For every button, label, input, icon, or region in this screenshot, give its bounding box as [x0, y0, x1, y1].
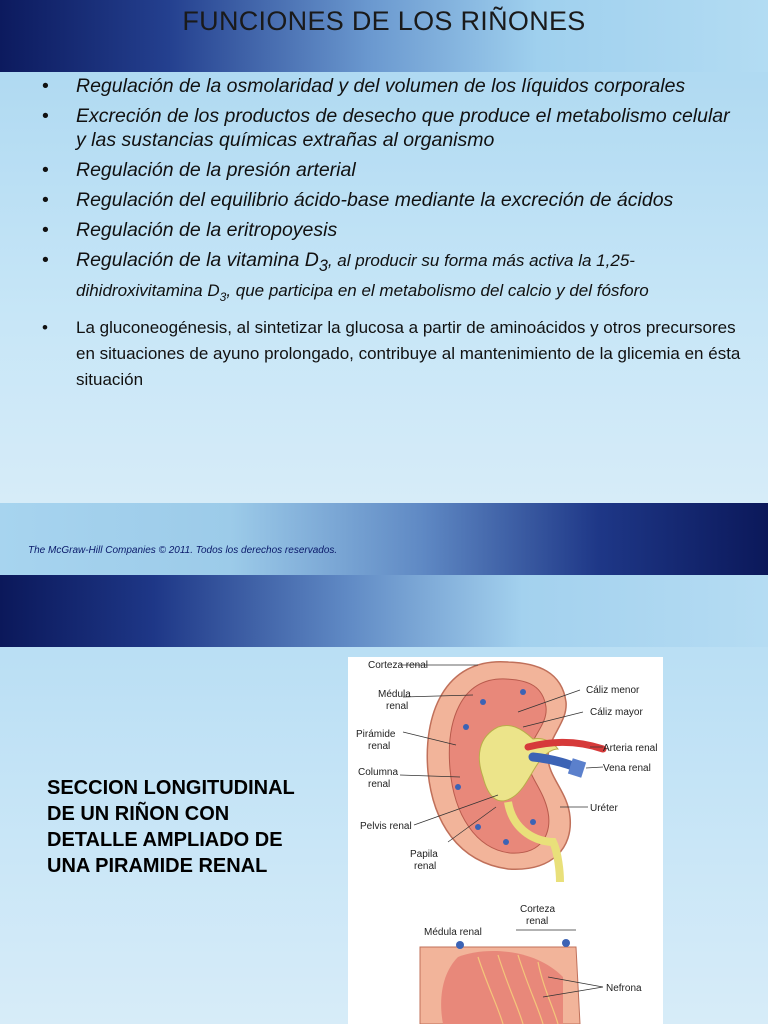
- label-papila-2: renal: [414, 861, 437, 872]
- renal-artery: [528, 742, 603, 749]
- label-columna-1: Columna: [358, 767, 399, 778]
- label-medula-renal: Médula renal: [424, 927, 482, 938]
- label-caliz-mayor: Cáliz mayor: [590, 707, 643, 718]
- slide-title: FUNCIONES DE LOS RIÑONES: [182, 6, 586, 36]
- label-nefrona: Nefrona: [606, 983, 642, 994]
- label-arteria: Arteria renal: [603, 743, 658, 754]
- list-item-vitamin: • Regulación de la vitamina $D_3$, al producir su forma más activa la 1,25-dihidroxivitamina $D_3$, que participa en el metabolismo del calcio y del fósforo: [42, 249, 649, 304]
- copyright-text: The McGraw-Hill Companies © 2011. Todos los derechos reservados.: [28, 545, 338, 556]
- label-corteza: Corteza renal: [368, 660, 429, 671]
- label-piramide-2: renal: [368, 741, 391, 752]
- list-item: • Excreción de los productos de desecho que produce el metabolismo celular y las sustancias químicas extrañas al organismo: [42, 105, 730, 151]
- list-item: • Regulación de la eritropoyesis: [42, 219, 338, 241]
- label-corteza2-1: Corteza: [520, 904, 556, 915]
- function-list: [42, 74, 742, 399]
- label-vena: Vena renal: [603, 763, 651, 774]
- list-item: • Regulación de la osmolaridad y del volumen de los líquidos corporales: [42, 75, 686, 97]
- label-caliz-menor: Cáliz menor: [586, 685, 640, 696]
- slide-kidney-section: [0, 575, 768, 1024]
- label-columna-2: renal: [368, 779, 391, 790]
- footer-band: [0, 503, 768, 575]
- label-corteza2-2: renal: [526, 916, 549, 927]
- label-medula-1: Médula: [378, 689, 411, 700]
- label-pelvis: Pelvis renal: [360, 821, 412, 832]
- label-ureter: Uréter: [590, 803, 618, 814]
- header-band: [0, 575, 768, 647]
- section-title: SECCION LONGITUDINAL DE UN RIÑON CON DETALLE AMPLIADO DE UNA PIRAMIDE RENAL: [47, 777, 295, 877]
- kidney-figure: [348, 657, 663, 1024]
- list-item: • Regulación del equilibrio ácido-base mediante la excreción de ácidos: [42, 189, 674, 211]
- list-item-gluconeogenesis: • La gluconeogénesis, al sintetizar la glucosa a partir de aminoácidos y otros precursores en situaciones de ayuno prolongado, contribuye al mantenimiento de la glicemia en ésta situación: [42, 317, 741, 389]
- label-piramide-1: Pirámide: [356, 729, 396, 740]
- label-medula-2: renal: [386, 701, 409, 712]
- kidney-illustration: [348, 657, 663, 1024]
- label-papila-1: Papila: [410, 849, 438, 860]
- list-item: • Regulación de la presión arterial: [42, 159, 356, 181]
